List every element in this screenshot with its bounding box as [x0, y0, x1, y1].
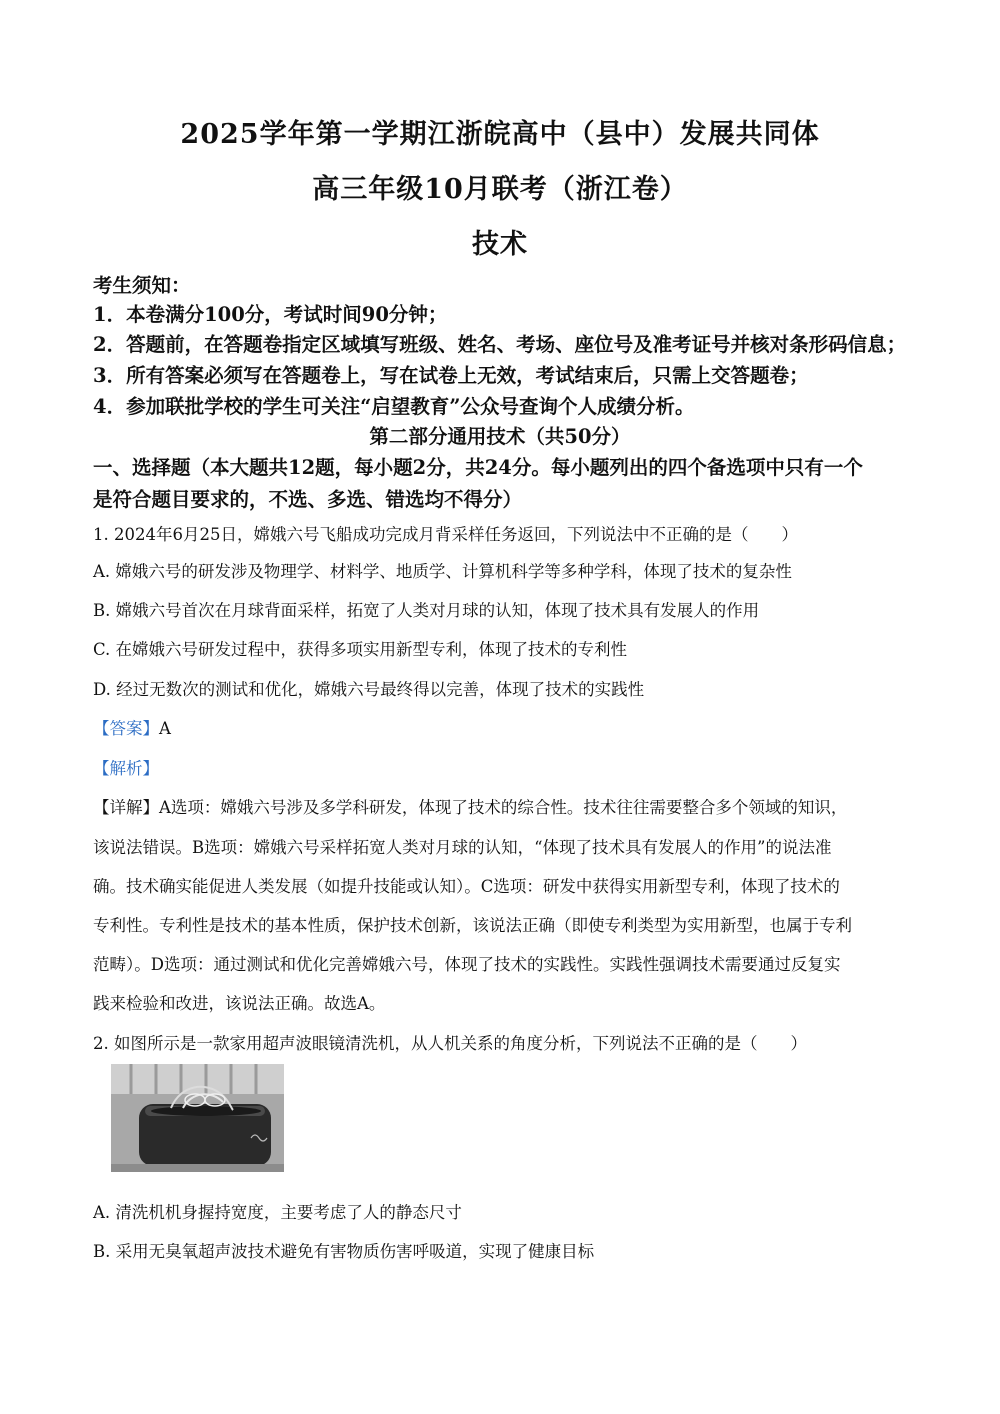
- detail-line: 确。技术确实能促进人类发展（如提升技能或认知）。C选项：研发中获得实用新型专利，体现了技术的: [93, 877, 840, 896]
- notice-heading: 考生须知：: [93, 274, 191, 297]
- notice-item: 2．答题前，在答题卷指定区域填写班级、姓名、考场、座位号及准考证号并核对条形码信息；: [93, 333, 907, 356]
- section-instruction: 一、选择题（本大题共12题，每小题2分，共24分。每小题列出的四个备选项中只有一个: [93, 456, 863, 479]
- question-2-stem: 2. 如图所示是一款家用超声波眼镜清洗机，从人机关系的角度分析，下列说法不正确的是（ ）: [93, 1034, 807, 1053]
- notice-item: 3．所有答案必须写在答题卷上，写在试卷上无效，考试结束后，只需上交答题卷；: [93, 364, 809, 387]
- exam-title-line2: 高三年级10月联考（浙江卷）: [312, 174, 688, 205]
- answer-tag: 【答案】: [93, 719, 159, 738]
- question-1-option-a: A. 嫦娥六号的研发涉及物理学、材料学、地质学、计算机科学等多种学科，体现了技术的复杂性: [93, 562, 792, 581]
- section-title: 第二部分通用技术（共50分）: [369, 425, 631, 448]
- exam-title-line1: 2025学年第一学期江浙皖高中（县中）发展共同体: [180, 119, 820, 150]
- question-1-option-d: D. 经过无数次的测试和优化，嫦娥六号最终得以完善，体现了技术的实践性: [93, 680, 645, 699]
- question-1-stem: 1. 2024年6月25日，嫦娥六号飞船成功完成月背采样任务返回，下列说法中不正确的是（ ）: [93, 525, 798, 544]
- exam-subject-title: 技术: [472, 229, 528, 260]
- detail-line: 该说法错误。B选项：嫦娥六号采样拓宽人类对月球的认知，“体现了技术具有发展人的作用”的说法准: [93, 838, 832, 857]
- detail-line: 践来检验和改进，该说法正确。故选A。: [93, 994, 386, 1013]
- glasses-cleaner-illustration: [111, 1064, 284, 1172]
- section-instruction: 是符合题目要求的，不选、多选、错选均不得分）: [93, 488, 523, 511]
- analysis-tag: 【解析】: [93, 759, 159, 778]
- notice-item: 1．本卷满分100分，考试时间90分钟；: [93, 303, 448, 326]
- question-1-option-b: B. 嫦娥六号首次在月球背面采样，拓宽了人类对月球的认知，体现了技术具有发展人的作用: [93, 601, 760, 620]
- question-1-option-c: C. 在嫦娥六号研发过程中，获得多项实用新型专利，体现了技术的专利性: [93, 640, 628, 659]
- detail-line: 专利性。专利性是技术的基本性质，保护技术创新，该说法正确（即使专利类型为实用新型，也属于专利: [93, 916, 852, 935]
- detail-line: 范畴）。D选项：通过测试和优化完善嫦娥六号，体现了技术的实践性。实践性强调技术需要通过反复实: [93, 955, 841, 974]
- answer-value: A: [159, 719, 171, 738]
- notice-item: 4．参加联批学校的学生可关注“启望教育”公众号查询个人成绩分析。: [93, 395, 695, 418]
- answer-row: [93, 715, 171, 739]
- question-2-option-a: A. 清洗机机身握持宽度，主要考虑了人的静态尺寸: [93, 1203, 462, 1222]
- glasses-cleaner-photo: [111, 1064, 284, 1172]
- detail-line: 【详解】A选项：嫦娥六号涉及多学科研发，体现了技术的综合性。技术往往需要整合多个领域的知识，: [93, 798, 848, 817]
- question-2-option-b: B. 采用无臭氧超声波技术避免有害物质伤害呼吸道，实现了健康目标: [93, 1242, 595, 1261]
